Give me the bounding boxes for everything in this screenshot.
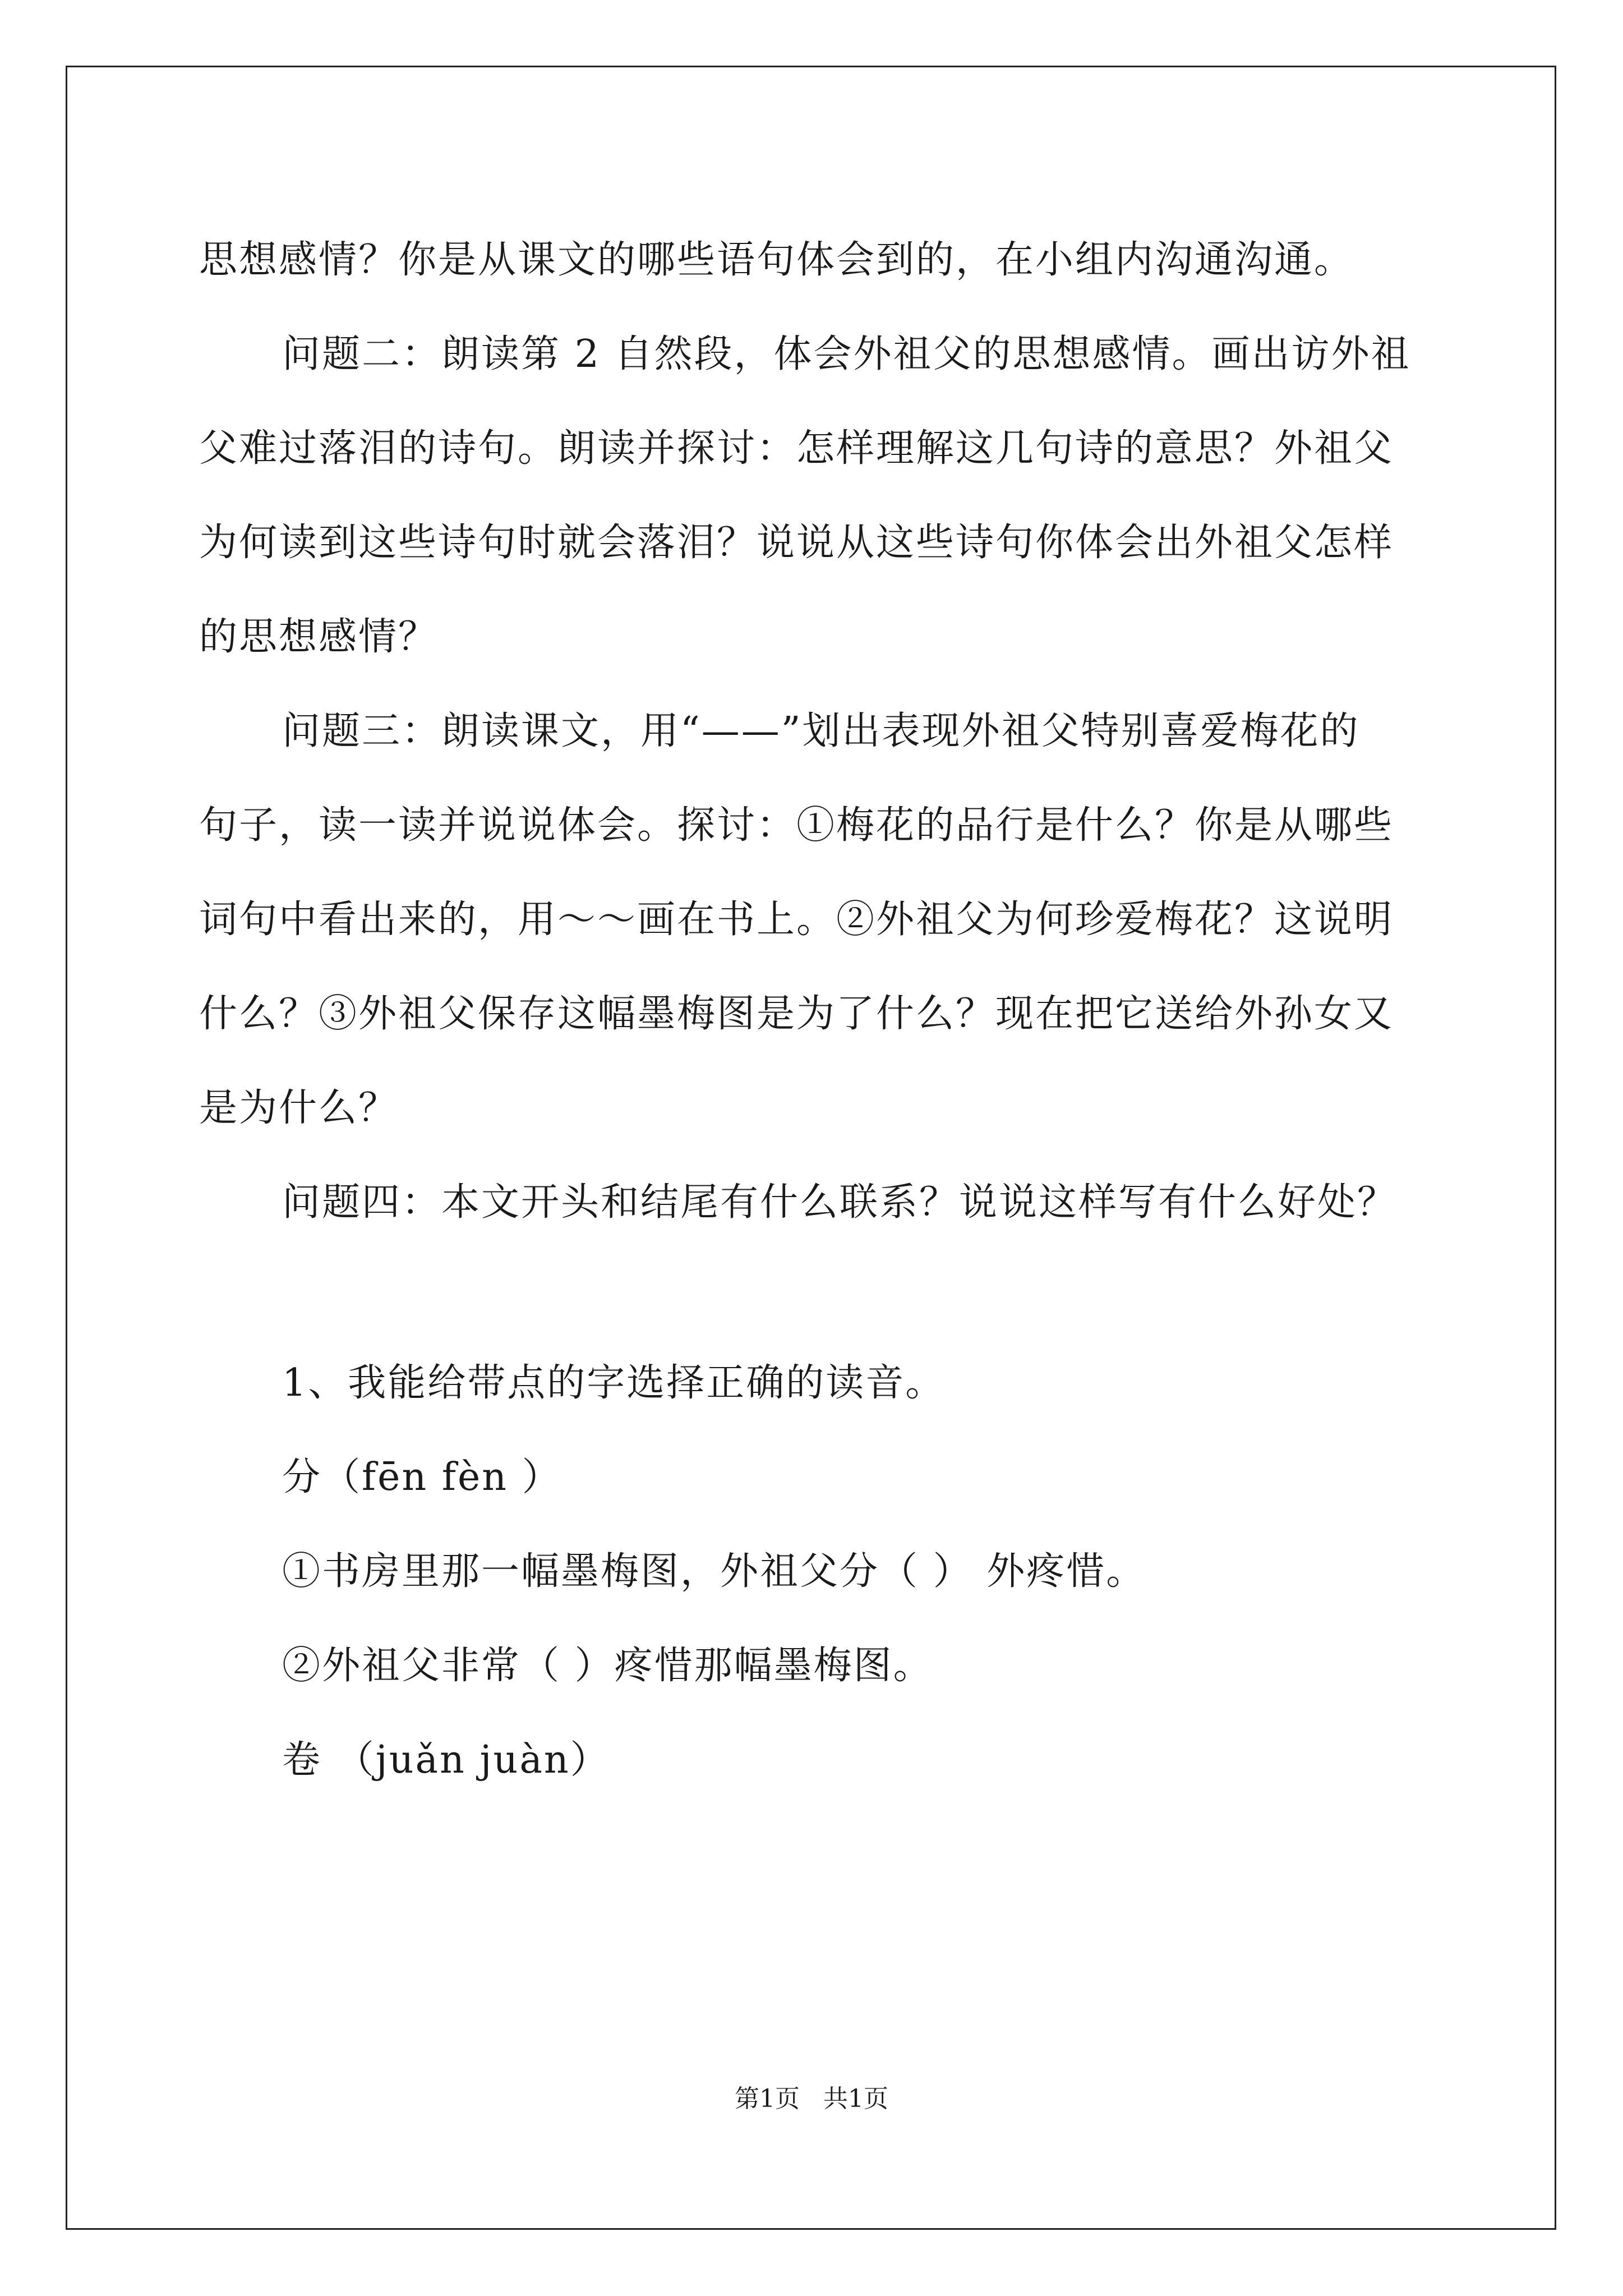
- text-line: 问题四：本文开头和结尾有什么联系？说说这样写有什么好处？: [282, 1180, 1398, 1225]
- text-line: 词句中看出来的，用～～画在书上。②外祖父为何珍爱梅花？这说明: [199, 898, 1394, 942]
- text-line: 思想感情？你是从课文的哪些语句体会到的，在小组内沟通沟通。: [199, 238, 1354, 282]
- pinyin-option: 卷 （juǎn juàn）: [282, 1738, 610, 1782]
- text-line: 是为什么？: [199, 1086, 399, 1130]
- text-line: 问题三：朗读课文，用“——”划出表现外祖父特别喜爱梅花的: [282, 709, 1360, 753]
- text-line: 句子，读一读并说说体会。探讨：①梅花的品行是什么？你是从哪些: [199, 803, 1394, 848]
- exercise-item: ②外祖父非常（ ）疼惜那幅墨梅图。: [282, 1644, 933, 1688]
- text-line: 为何读到这些诗句时就会落泪？说说从这些诗句你体会出外祖父怎样: [199, 521, 1394, 565]
- exercise-item: ①书房里那一幅墨梅图，外祖父分（ ） 外疼惜。: [282, 1549, 1146, 1594]
- pinyin-option: 分（fēn fèn ）: [282, 1455, 562, 1499]
- text-line: 什么？③外祖父保存这幅墨梅图是为了什么？现在把它送给外孙女又: [199, 992, 1394, 1036]
- exercise-heading: 1、我能给带点的字选择正确的读音。: [282, 1361, 946, 1405]
- text-line: 问题二：朗读第 2 自然段，体会外祖父的思想感情。画出访外祖: [282, 332, 1411, 376]
- text-line: 父难过落泪的诗句。朗读并探讨：怎样理解这几句诗的意思？外祖父: [199, 426, 1394, 471]
- text-line: 的思想感情？: [199, 615, 439, 659]
- page-border: [66, 66, 1556, 2230]
- page-footer: 第1页 共1页: [735, 2085, 888, 2113]
